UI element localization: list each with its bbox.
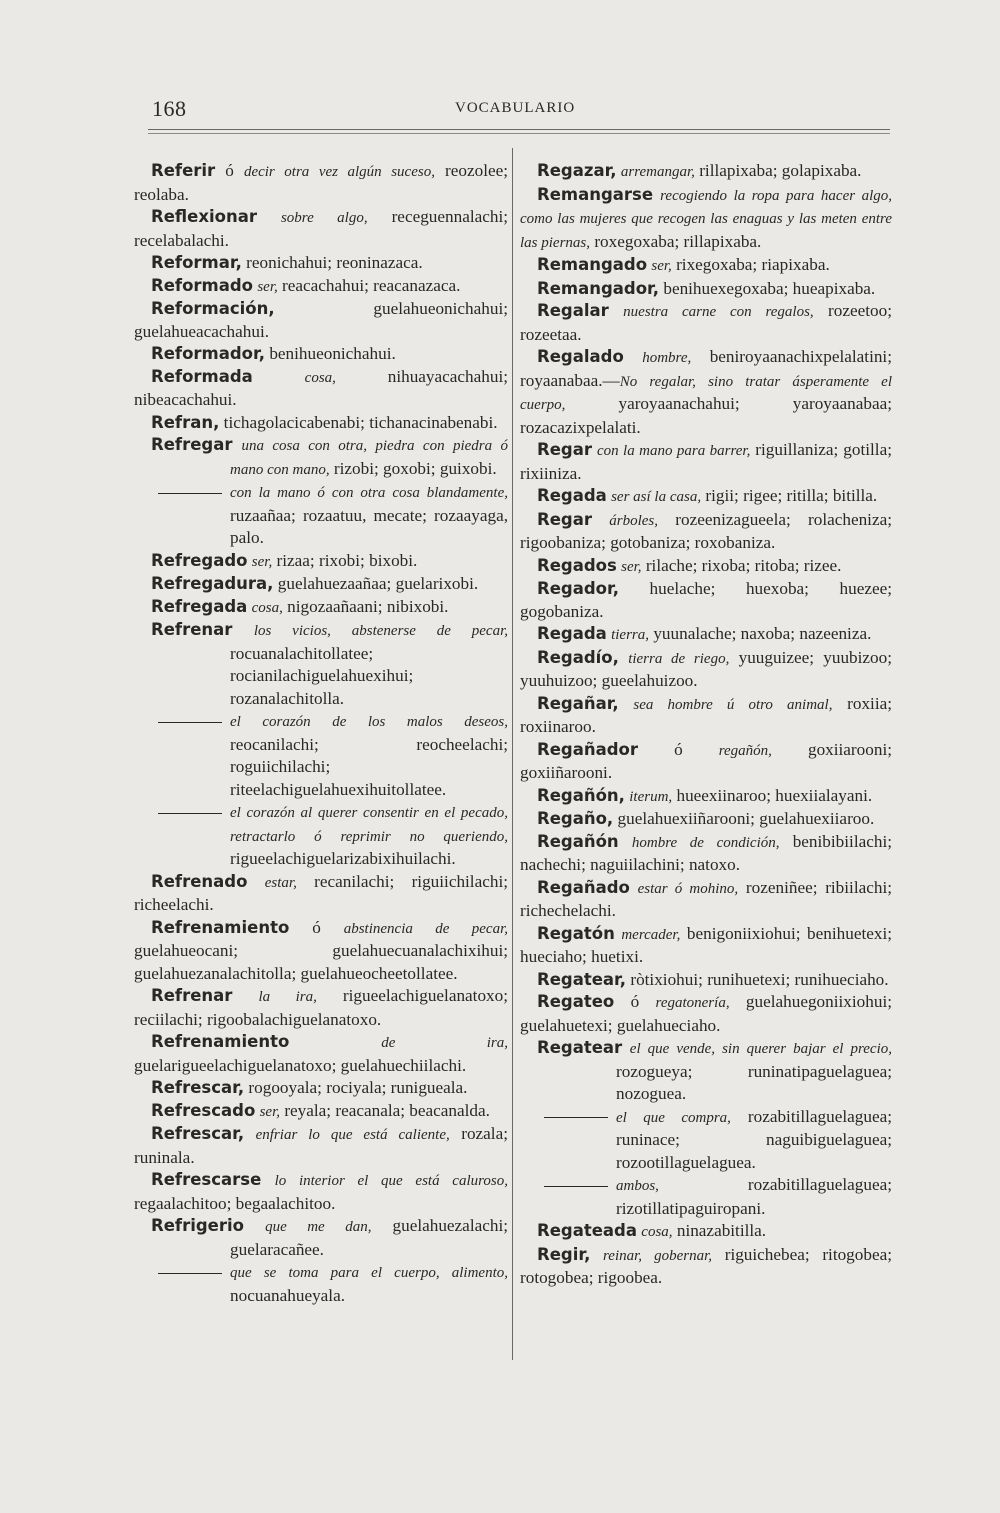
entry-translation: rigueelachiguelarizabixihuilachi. [230, 849, 456, 868]
entry-lemma: Regir, [537, 1244, 591, 1264]
entry-translation: goxiiarooni; goxiiñarooni. [520, 739, 892, 782]
repeat-dash [158, 722, 222, 723]
dictionary-entry [134, 871, 508, 917]
dictionary-entry [520, 278, 892, 301]
entry-lemma: Regada [537, 624, 607, 643]
entry-lemma: Refregar [151, 435, 233, 454]
entry-lemma: Regatear [537, 1038, 623, 1057]
entry-lemma: Refrescarse [151, 1170, 262, 1189]
entry-translation: rixegoxaba; riapixaba. [671, 255, 830, 274]
entry-translation: hueexiinaroo; huexiialayani. [672, 785, 873, 805]
entry-gloss: ambos, [616, 1178, 659, 1194]
entry-lemma: Refrenar [151, 986, 233, 1005]
entry-gloss: tierra de riego, [628, 650, 730, 667]
entry-lemma: Refrenar [151, 620, 233, 639]
entry-lemma: Regalado [537, 347, 624, 366]
dictionary-entry [520, 1244, 892, 1290]
dictionary-entry [134, 366, 508, 412]
entry-lemma: Refrescado [151, 1100, 256, 1120]
dictionary-entry [134, 596, 508, 620]
entry-lemma: Reflexionar [151, 207, 257, 226]
entry-gloss: regañón, [718, 742, 772, 759]
entry-gloss: No regalar, sino tratar ásperamente el cuerpo, [520, 373, 892, 413]
entry-translation: reonichahui; reoninazaca. [241, 253, 423, 272]
entry-gloss: nuestra carne con regalos, [623, 304, 814, 320]
entry-lemma: Refregadura, [151, 574, 274, 593]
dictionary-entry [520, 693, 892, 739]
entry-translation: riguichebea; ritogobea; rotogobea; rigoobea. [520, 1244, 892, 1287]
entry-translation: ruzaañaa; rozaatuu, mecate; rozaayaga, palo. [230, 505, 508, 547]
entry-translation: receguennalachi; recelabalachi. [134, 207, 509, 250]
entry-lemma: Refrigerio [151, 1216, 244, 1235]
entry-gloss: enfriar lo que está caliente, [255, 1127, 450, 1143]
dictionary-entry [520, 555, 892, 579]
entry-translation: guelahuezalachi; guelaracañee. [230, 1216, 508, 1259]
entry-connector [630, 878, 638, 897]
entry-gloss: reinar, gobernar, [603, 1247, 713, 1264]
entry-translation: huelache; huexoba; huezee; gogobaniza. [520, 579, 892, 621]
entry-translation: riguillaniza; gotilla; rixiiniza. [520, 440, 892, 483]
entry-translation: rigueelachiguelanatoxo; reciilachi; rigoobalachiguelanatoxo. [134, 986, 508, 1029]
entry-gloss: abstinencia de pecar, [343, 920, 508, 937]
entry-lemma: Remangador, [537, 278, 660, 298]
dictionary-entry [134, 275, 508, 299]
repeat-dash [158, 493, 222, 494]
entry-lemma: Regatear, [537, 969, 627, 989]
entry-gloss: tierra, [611, 627, 650, 643]
dictionary-entry [520, 485, 892, 509]
dictionary-entry [520, 831, 892, 877]
entry-lemma: Regalar [537, 301, 609, 320]
entry-gloss: que se toma para el cuerpo, alimento, [230, 1265, 508, 1281]
entry-translation: guelarigueelachiguelanatoxo; guelahuechiilachi. [134, 1055, 467, 1075]
entry-lemma: Regatón [537, 923, 615, 943]
entry-gloss: los vicios, abstenerse de pecar, [253, 623, 509, 639]
sub-entry [134, 710, 508, 801]
dictionary-entry [520, 578, 892, 623]
header-rule [148, 129, 890, 130]
entry-gloss: estar ó mohino, [637, 880, 739, 897]
entry-translation: reyala; reacanala; beacanalda. [280, 1100, 490, 1120]
entry-gloss: mercader, [621, 926, 681, 943]
entry-lemma: Reformador, [151, 344, 266, 363]
entry-gloss: ser, [257, 278, 278, 295]
dictionary-entry [520, 739, 892, 785]
entry-translation: rozogueya; runinatipaguelaguea; nozoguea. [616, 1061, 892, 1103]
entry-lemma: Reformar, [151, 253, 242, 272]
entry-translation: nocuanahueyala. [230, 1285, 346, 1305]
entry-translation: guelahuegoniixiohui; guelahuetexi; guelahueciaho. [520, 992, 892, 1035]
dictionary-entry [520, 509, 892, 555]
header-rule-thin [148, 133, 890, 134]
entry-lemma: Regados [537, 555, 617, 575]
entry-lemma: Remangarse [537, 184, 654, 204]
entry-translation: rozala; runinala. [134, 1124, 508, 1167]
dictionary-entry [520, 300, 892, 346]
entry-translation: regaalachitoo; begaalachitoo. [134, 1193, 336, 1213]
entry-gloss: cosa, [641, 1224, 673, 1240]
entry-connector [257, 207, 281, 226]
repeat-dash [158, 1273, 222, 1274]
entry-translation: nihuayacachahui; nibeacachahui. [134, 366, 508, 409]
dictionary-entry [134, 1169, 508, 1215]
entry-gloss: el que compra, [616, 1109, 731, 1126]
dictionary-entry [134, 343, 508, 366]
entry-lemma: Regañador [537, 739, 639, 759]
entry-translation: tichagolacicabenabi; tichanacinabenabi. [219, 412, 498, 432]
entry-gloss: cosa, [304, 369, 336, 386]
entry-gloss: cosa, [251, 599, 283, 616]
dictionary-entry [520, 623, 892, 647]
dictionary-entry [520, 439, 892, 485]
sub-entry [134, 481, 508, 550]
entry-translation: benigoniixiohui; benihuetexi; hueciaho; huetixi. [520, 923, 892, 966]
entry-gloss: ser, [621, 558, 642, 575]
entry-connector: ó [215, 161, 244, 180]
entry-translation: recanilachi; riguiichilachi; richeelachi. [134, 871, 508, 914]
entry-translation: ninazabitilla. [672, 1221, 767, 1240]
entry-lemma: Refrescar, [151, 1124, 245, 1143]
dictionary-entry [520, 877, 892, 923]
entry-translation: guelahueocani; guelahuecuanalachixihui; guelahuezanalachitolla; guelahueocheetollatee. [134, 941, 508, 983]
entry-lemma: Regañón [537, 831, 619, 851]
dictionary-entry [520, 1037, 892, 1106]
entry-connector [590, 1245, 603, 1264]
entry-lemma: Regar [537, 509, 592, 529]
entry-gloss: iterum, [629, 788, 673, 805]
entry-lemma: Reformado [151, 275, 254, 295]
sub-entry [520, 1174, 892, 1220]
entry-gloss: recogiendo la ropa para hacer algo, como las mujeres que recogen las enaguas y las meten entre las piernas, [520, 187, 892, 251]
entry-translation: rozabitillaguelaguea; runinace; naguibiguelaguea; rozootillaguelaguea. [616, 1106, 892, 1172]
entry-translation: rozabitillaguelaguea; rizotillatipaguiropani. [616, 1175, 892, 1218]
dictionary-entry [520, 647, 892, 693]
entry-translation: reacachahui; reacanazaca. [277, 275, 461, 295]
entry-connector [247, 872, 264, 891]
entry-lemma: Refrenamiento [151, 1032, 290, 1051]
entry-lemma: Refrenamiento [151, 917, 290, 937]
entry-translation: rizobi; goxobi; guixobi. [329, 458, 497, 478]
entry-translation: guelahueonichahui; guelahueacachahui. [134, 299, 508, 341]
dictionary-entry [134, 619, 508, 710]
entry-gloss: ser así la casa, [611, 489, 702, 505]
dictionary-entry [134, 1123, 508, 1169]
entry-lemma: Regador, [537, 579, 619, 598]
dictionary-entry [134, 412, 508, 435]
entry-connector [609, 301, 623, 320]
entry-connector [244, 1216, 265, 1235]
entry-lemma: Regañar, [537, 693, 619, 713]
entry-connector: ó [614, 992, 656, 1011]
dictionary-entry [520, 808, 892, 831]
entry-translation: rozeenizagueela; rolacheniza; rigoobaniza; gotobaniza; roxobaniza. [520, 509, 892, 552]
sub-entry [134, 1261, 508, 1307]
entry-translation: rilache; rixoba; ritoba; rizee. [641, 555, 842, 575]
entry-translation: rizaa; rixobi; bixobi. [272, 550, 418, 570]
entry-gloss: de ira, [381, 1035, 508, 1051]
dictionary-entry [520, 923, 892, 969]
dictionary-entry [520, 184, 892, 255]
entry-translation: nigozaañaani; nibixobi. [282, 596, 449, 616]
entry-translation: rozeniñee; ribiilachi; richechelachi. [520, 877, 893, 920]
entry-gloss: hombre, [642, 350, 692, 366]
entry-lemma: Refrenado [151, 871, 248, 891]
dictionary-entry [134, 573, 508, 596]
entry-connector [619, 832, 632, 851]
dictionary-entry [134, 252, 508, 275]
entry-gloss: arremangar, [620, 164, 695, 180]
dictionary-entry [134, 298, 508, 343]
entry-translation: benihueonichahui. [265, 344, 396, 363]
entry-connector [619, 694, 634, 713]
entry-gloss: una cosa con otra, piedra con piedra ó mano con mano, [230, 438, 509, 478]
dictionary-entry [134, 206, 508, 252]
dictionary-entry [134, 1077, 508, 1100]
page-header [150, 96, 890, 126]
entry-connector [622, 1038, 630, 1057]
entry-gloss: el corazón al querer consentir en el pecado, retractarlo ó reprimir no queriendo, [230, 805, 508, 845]
dictionary-entry [134, 550, 508, 574]
sub-entry [520, 1106, 892, 1175]
entry-gloss: la ira, [258, 989, 317, 1005]
entry-translation: guelahuezaañaa; guelarixobi. [273, 574, 479, 593]
page-number: 168 [152, 96, 187, 121]
entry-lemma: Reformación, [151, 299, 275, 318]
entry-gloss: que me dan, [265, 1219, 372, 1235]
entry-lemma: Refregada [151, 596, 248, 616]
entry-gloss: sea hombre ú otro animal, [633, 696, 833, 713]
entry-translation: yuunalache; naxoba; nazeeniza. [649, 624, 872, 643]
entry-connector [244, 1124, 255, 1143]
running-title: VOCABULARIO [455, 100, 576, 116]
entry-translation: roxiia; roxiinaroo. [520, 693, 892, 736]
entry-connector: ó [638, 739, 719, 759]
entry-connector [261, 1170, 274, 1189]
dictionary-entry [520, 160, 892, 184]
dictionary-entry [520, 969, 892, 992]
dictionary-entry [134, 1031, 508, 1077]
entry-connector [624, 347, 642, 366]
entry-lemma: Regazar, [537, 161, 617, 180]
entry-translation: beniroyaanachixpelalatini; royaanabaa.— [520, 347, 892, 390]
entry-translation: rillapixaba; golapixaba. [694, 161, 862, 180]
entry-translation: roxegoxaba; rillapixaba. [590, 231, 762, 251]
entry-gloss: hombre de condición, [631, 834, 780, 851]
entry-connector: ó [289, 917, 344, 937]
entry-connector [232, 620, 253, 639]
entry-gloss: el que vende, sin querer bajar el precio, [629, 1041, 892, 1057]
entry-translation: rocuanalachitollatee; rocianilachiguelahuexihui; rozanalachitolla. [230, 643, 414, 708]
repeat-dash [544, 1117, 608, 1118]
dictionary-entry [520, 991, 892, 1037]
right-column [520, 160, 892, 1290]
entry-translation: benihuexegoxaba; hueapixaba. [659, 278, 876, 298]
entry-translation: guelahuexiiñarooni; guelahuexiiaroo. [613, 809, 875, 828]
entry-translation: yaroyaanachahui; yaroyaanabaa; rozacazixpelalati. [520, 394, 892, 437]
entry-gloss: estar, [264, 874, 297, 891]
entry-lemma: Regateada [537, 1221, 637, 1240]
repeat-dash [158, 813, 222, 814]
entry-lemma: Regañado [537, 877, 630, 897]
entry-gloss: con la mano ó con otra cosa blandamente, [230, 485, 508, 501]
entry-translation: ròtixiohui; runihuetexi; runihueciaho. [626, 969, 889, 989]
repeat-dash [544, 1186, 608, 1187]
entry-lemma: Remangado [537, 255, 648, 274]
entry-gloss: regatonería, [655, 995, 730, 1011]
dictionary-entry [520, 254, 892, 278]
entry-lemma: Refrescar, [151, 1078, 245, 1097]
dictionary-entry [134, 917, 508, 986]
entry-lemma: Regadío, [537, 647, 619, 667]
entry-gloss: ser, [651, 258, 672, 274]
entry-gloss: decir otra vez algún suceso, [243, 164, 435, 180]
entry-lemma: Regaño, [537, 809, 614, 828]
entry-lemma: Regada [537, 486, 607, 505]
dictionary-entry [520, 1220, 892, 1244]
entry-translation: rozeetoo; rozeetaa. [520, 301, 892, 344]
entry-connector [289, 1032, 381, 1051]
entry-translation: benibibiilachi; nachechi; naguiilachini; natoxo. [520, 831, 892, 874]
entry-gloss: sobre algo, [280, 210, 368, 226]
sub-entry [134, 801, 508, 871]
dictionary-entry [134, 160, 508, 206]
entry-lemma: Regateo [537, 992, 615, 1011]
entry-gloss: árboles, [609, 512, 659, 529]
entry-connector [232, 986, 258, 1005]
entry-connector [619, 648, 628, 667]
dictionary-entry [134, 985, 508, 1031]
entry-connector [253, 367, 305, 386]
dictionary-entry [134, 1100, 508, 1124]
entry-gloss: ser, [251, 553, 273, 570]
entry-translation: rigii; rigee; ritilla; bitilla. [701, 486, 878, 505]
entry-translation: reocanilachi; reocheelachi; roguiichilachi; riteelachiguelahuexihuitollatee. [230, 734, 508, 799]
entry-translation: reozolee; reolaba. [134, 161, 509, 204]
dictionary-entry [520, 785, 892, 809]
entry-lemma: Reformada [151, 366, 253, 386]
dictionary-entry [520, 346, 892, 439]
dictionary-entry [134, 1215, 508, 1261]
entry-gloss: ser, [259, 1103, 281, 1120]
entry-gloss: el corazón de los malos deseos, [230, 714, 508, 730]
entry-translation: yuuguizee; yuubizoo; yuuhuizoo; gueelahuizoo. [520, 647, 892, 690]
entry-lemma: Refregado [151, 550, 248, 570]
entry-lemma: Regar [537, 440, 592, 459]
entry-translation: rogooyala; rociyala; runigueala. [244, 1078, 468, 1097]
entry-gloss: lo interior el que está caluroso, [274, 1173, 508, 1189]
entry-lemma: Regañón, [537, 785, 625, 805]
dictionary-entry [134, 434, 508, 481]
entry-gloss: con la mano para barrer, [596, 443, 751, 459]
entry-lemma: Refran, [151, 412, 220, 432]
left-column [134, 160, 508, 1307]
column-divider [512, 148, 513, 1360]
entry-lemma: Referir [151, 161, 216, 180]
entry-connector [592, 510, 609, 529]
